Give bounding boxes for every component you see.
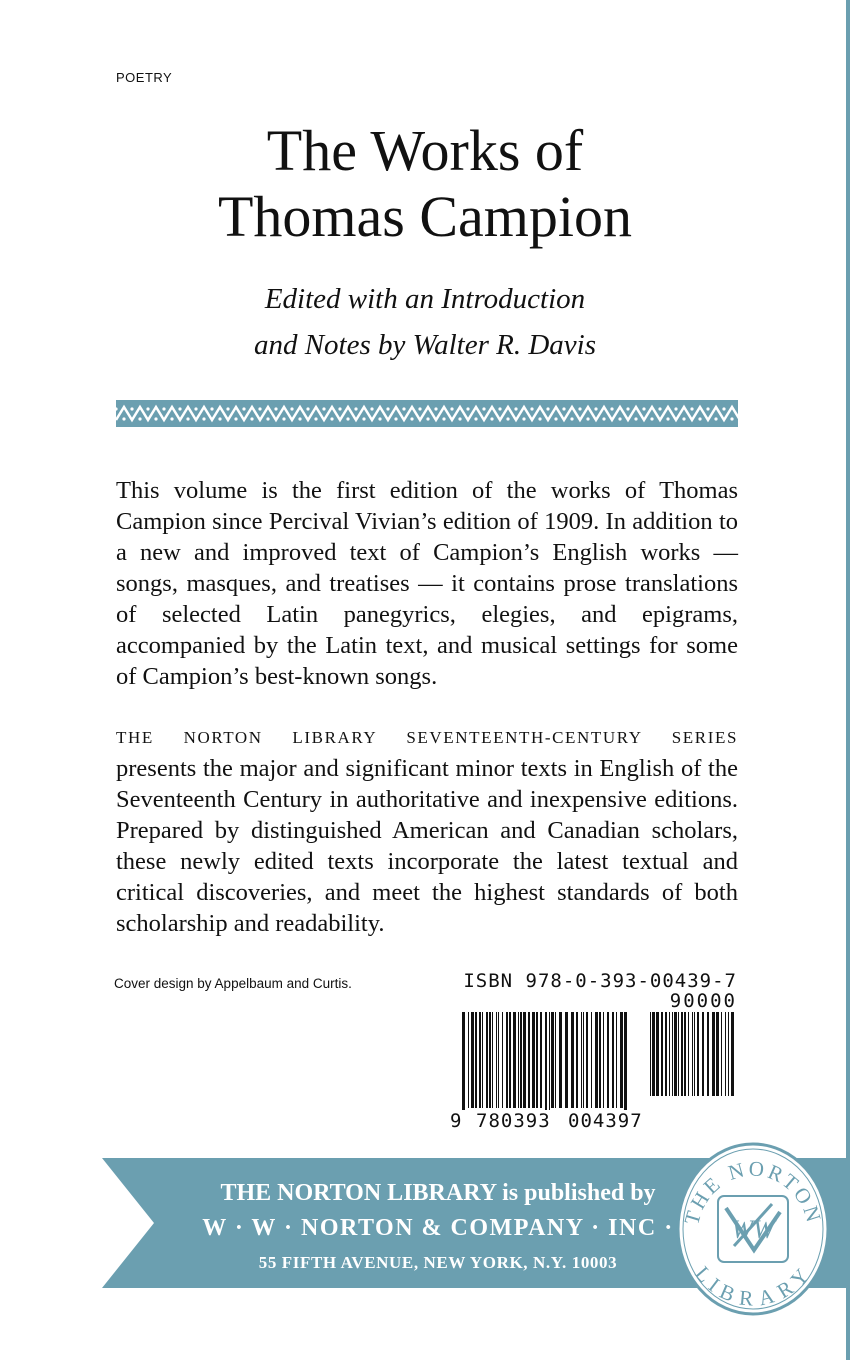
seal-monogram: WW — [731, 1215, 775, 1244]
series-body: presents the major and significant minor texts in English of the Seventeenth Century in authoritative and inexpensive editions. Prepared by distinguished American and Canadian scholars, these newly edited texts incorporate the latest textual and critical discoveries, and meet the highest standards of both scholarship and readability. — [116, 755, 738, 937]
category-label: POETRY — [116, 70, 173, 85]
price-code: 90000 — [669, 990, 737, 1012]
title-line-1: The Works of — [266, 118, 584, 183]
editor-credit — [0, 276, 850, 368]
editor-line-2: and Notes by Walter R. Davis — [253, 329, 597, 361]
ornament-band — [116, 400, 738, 427]
barcode-bars — [462, 1012, 632, 1110]
publisher-line-2: W · W · NORTON & COMPANY · INC · — [202, 1215, 674, 1241]
barcode-right-group: 004397 — [568, 1110, 643, 1132]
title-line-2: Thomas Campion — [217, 184, 632, 249]
norton-library-seal-icon — [676, 1142, 830, 1316]
editor-line-1: Edited with an Introduction — [264, 283, 586, 315]
book-description: This volume is the first edition of the works of Thomas Campion since Percival Vivian’s edition of 1909. In addition to a new and improved text of Campion’s English works — songs, masques, and treatises — it contains prose translations of selected Latin panegyrics, elegies, and epigrams, accompanied by the Latin text, and musical settings for some of Campion’s best-known songs. — [116, 477, 738, 690]
series-heading: THE NORTON LIBRARY SEVENTEENTH-CENTURY SERIES — [116, 728, 738, 747]
seal-bottom-text: LIBRARY — [690, 1261, 816, 1311]
publisher-line-1: THE NORTON LIBRARY is published by — [220, 1180, 656, 1206]
isbn-label: ISBN 978-0-393-00439-7 — [463, 970, 737, 992]
seal-top-text: THE NORTON — [679, 1156, 827, 1228]
barcode-lead-digit: 9 — [450, 1110, 463, 1132]
series-description — [116, 722, 738, 939]
barcode-addon-bars — [650, 1012, 736, 1110]
zigzag-ornament-icon — [116, 400, 738, 427]
cover-design-credit: Cover design by Appelbaum and Curtis. — [114, 976, 352, 991]
publisher-address: 55 FIFTH AVENUE, NEW YORK, N.Y. 10003 — [258, 1253, 618, 1272]
barcode-digits — [450, 1110, 658, 1132]
barcode-left-group: 780393 — [476, 1110, 551, 1132]
book-title — [0, 118, 850, 250]
